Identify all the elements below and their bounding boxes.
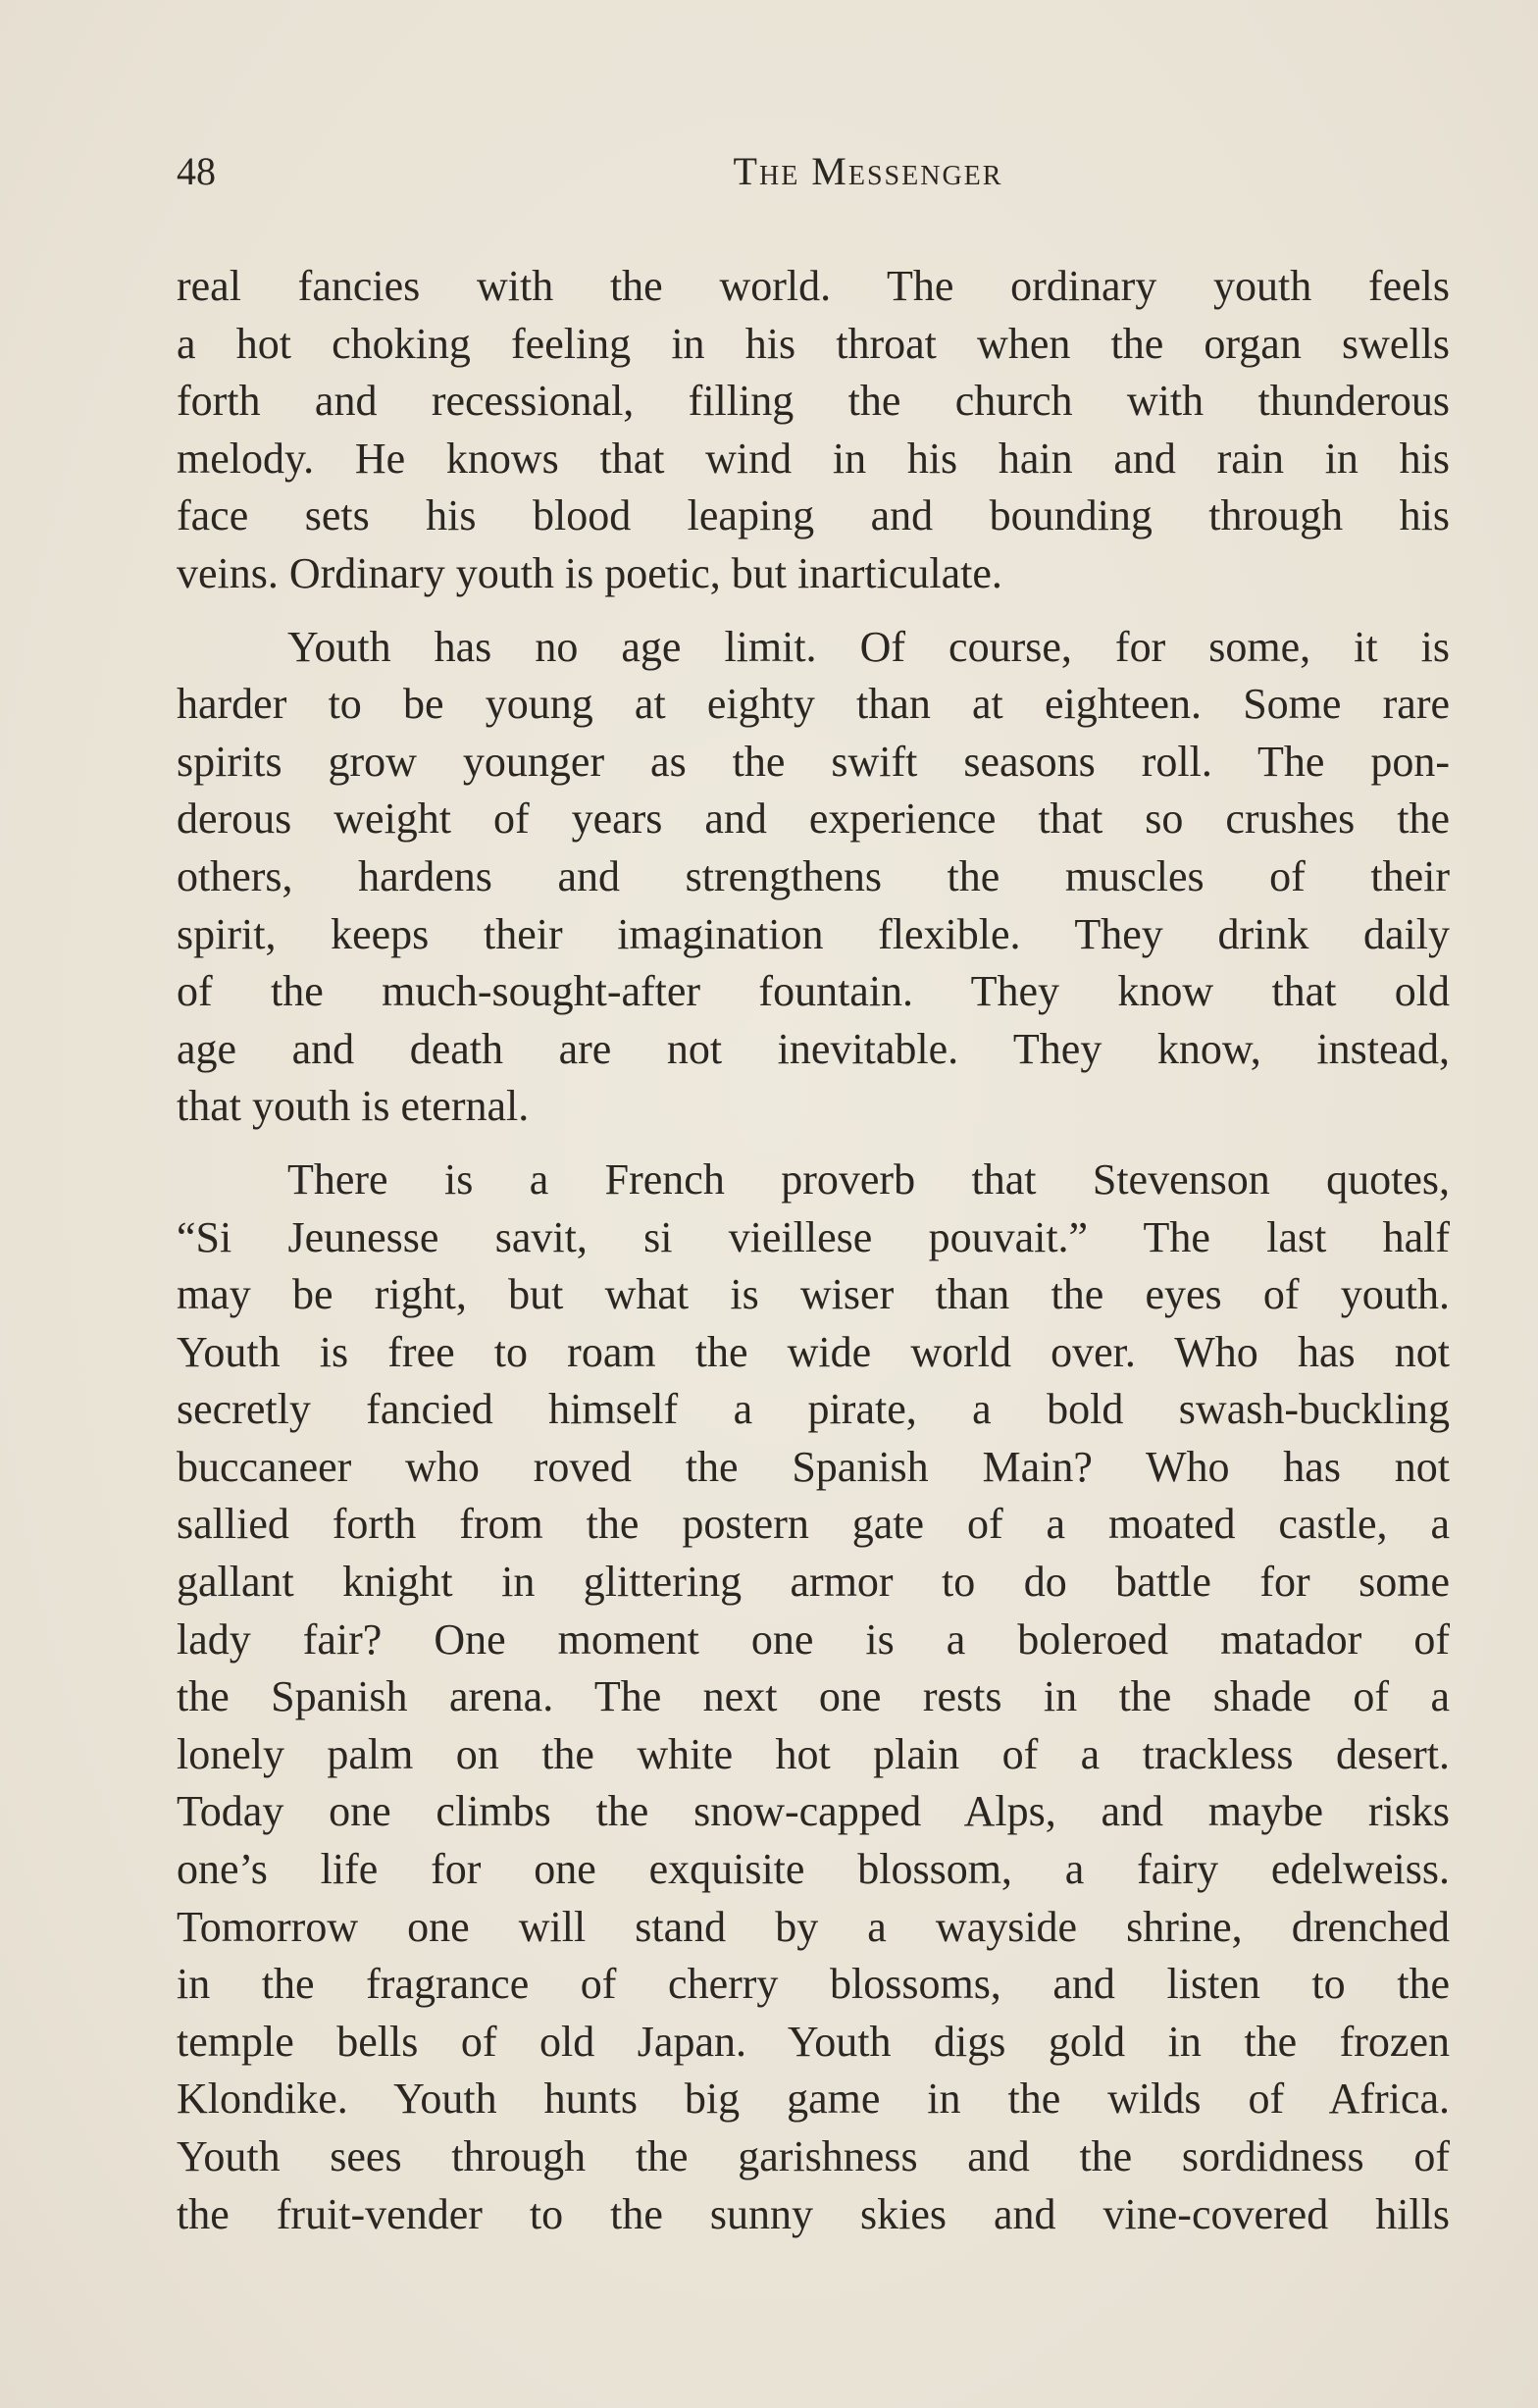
paragraph-3 — [177, 1152, 1450, 2243]
text-line: forth and recessional, filling the church with thunderous — [177, 377, 1450, 426]
text-line: gallant knight in glittering armor to do battle for some — [177, 1558, 1450, 1607]
text-line: temple bells of old Japan. Youth digs gold in the frozen — [177, 2017, 1450, 2066]
paragraph-gap — [177, 603, 1450, 619]
page-number: 48 — [177, 149, 216, 193]
text-line: the fruit-vender to the sunny skies and vine-covered hills — [177, 2189, 1450, 2238]
text-line: may be right, but what is wiser than the eyes of youth. — [177, 1270, 1450, 1319]
text-line: secretly fancied himself a pirate, a bold swash-buckling — [177, 1385, 1450, 1434]
text-line: harder to be young at eighty than at eighteen. Some rare — [177, 680, 1450, 729]
text-line: face sets his blood leaping and bounding through his — [177, 491, 1450, 540]
text-line: Tomorrow one will stand by a wayside shrine, drenched — [177, 1902, 1450, 1951]
paragraph-1 — [177, 258, 1450, 603]
text-line: in the fragrance of cherry blossoms, and listen to the — [177, 1960, 1450, 2009]
text-line: of the much-sought-after fountain. They know that old — [177, 967, 1450, 1016]
text-line: There is a French proverb that Stevenson quotes, — [287, 1154, 1450, 1204]
page-header — [177, 142, 1442, 201]
paragraph-gap — [177, 1136, 1450, 1152]
text-line: the Spanish arena. The next one rests in the shade of a — [177, 1672, 1450, 1721]
text-line: one’s life for one exquisite blossom, a fairy edelweiss. — [177, 1845, 1450, 1894]
text-line: that youth is eternal. — [177, 1082, 530, 1131]
text-line: veins. Ordinary youth is poetic, but inarticulate. — [177, 548, 1002, 597]
paragraph-2 — [177, 619, 1450, 1136]
text-line: Youth sees through the garishness and the sordidness of — [177, 2132, 1450, 2180]
running-head: The Messenger — [733, 149, 1003, 193]
text-line: lady fair? One moment one is a boleroed matador of — [177, 1614, 1450, 1664]
text-line: melody. He knows that wind in his hain and rain in his — [177, 434, 1450, 483]
text-line: Klondike. Youth hunts big game in the wilds of Africa. — [177, 2075, 1450, 2124]
text-line: derous weight of years and experience that so crushes the — [177, 794, 1450, 844]
text-line: Today one climbs the snow-capped Alps, and maybe risks — [177, 1787, 1450, 1836]
text-line: Youth is free to roam the wide world over. Who has not — [177, 1327, 1450, 1376]
text-line: spirits grow younger as the swift seasons roll. The pon- — [177, 737, 1450, 786]
text-line: a hot choking feeling in his throat when the organ swells — [177, 319, 1450, 368]
text-line: sallied forth from the postern gate of a moated castle, a — [177, 1500, 1450, 1549]
text-line: others, hardens and strengthens the muscles of their — [177, 851, 1450, 900]
text-line: real fancies with the world. The ordinary youth feels — [177, 262, 1450, 310]
text-line: buccaneer who roved the Spanish Main? Who has not — [177, 1442, 1450, 1491]
text-line: age and death are not inevitable. They know, instead, — [177, 1024, 1450, 1073]
text-line: “Si Jeunesse savit, si vieillese pouvait.” The last half — [177, 1212, 1450, 1261]
body-text — [177, 258, 1450, 2243]
text-line: spirit, keeps their imagination flexible. They drink daily — [177, 909, 1450, 958]
text-line: Youth has no age limit. Of course, for some, it is — [287, 622, 1450, 671]
text-line: lonely palm on the white hot plain of a trackless desert. — [177, 1729, 1450, 1778]
